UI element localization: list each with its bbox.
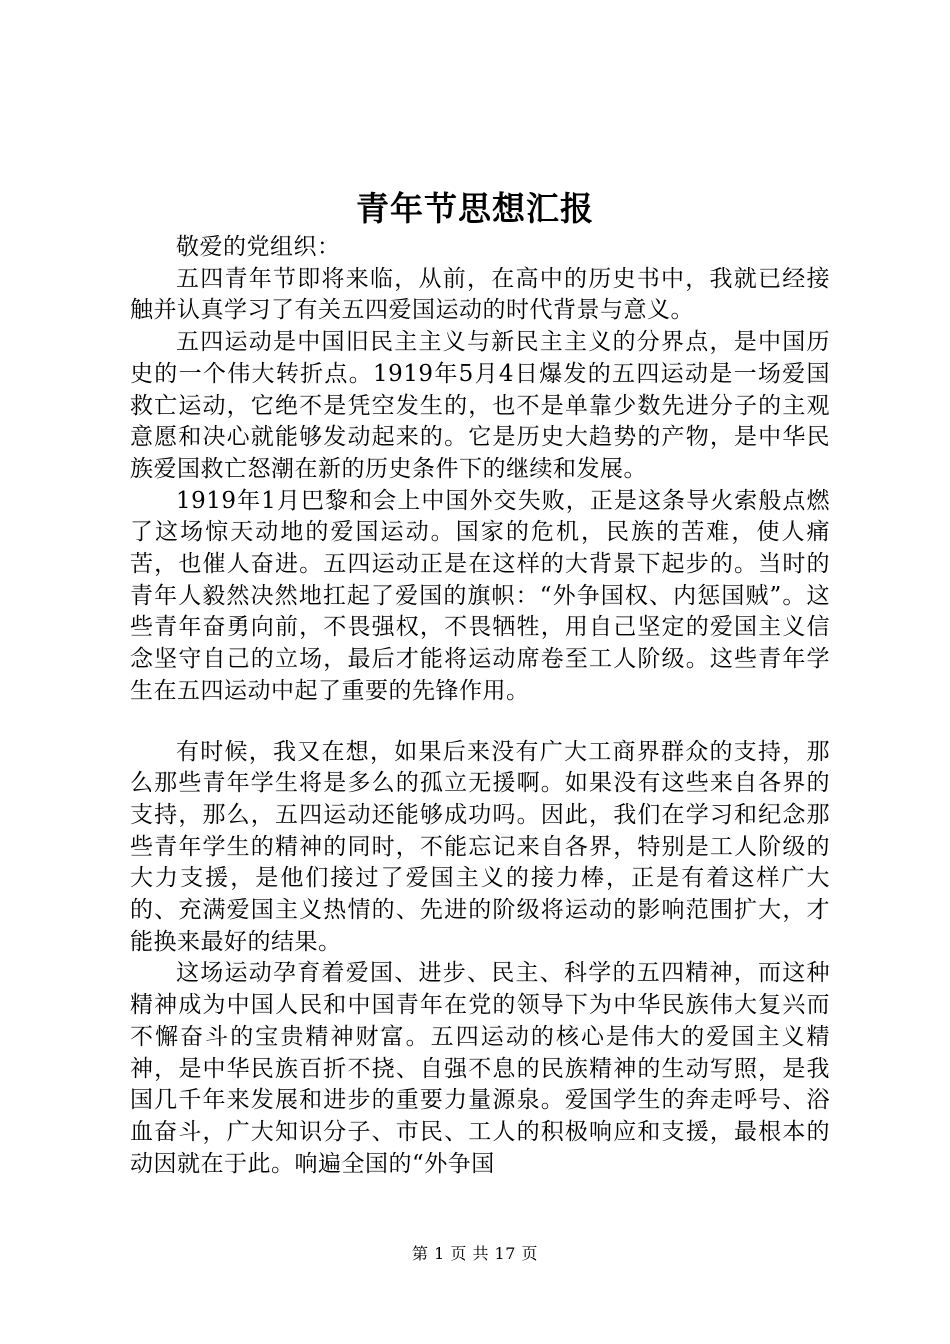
paragraph-1: 五四青年节即将来临，从前，在高中的历史书中，我就已经接触并认真学习了有关五四爱国运动的时代背景与意义。 — [130, 265, 830, 324]
paragraph-3: 1919年1月巴黎和会上中国外交失败，正是这条导火索般点燃了这场惊天动地的爱国运动。国家的危机，民族的苦难，使人痛苦，也催人奋进。五四运动正是在这样的大背景下起步的。当时的青年人毅然决然地扛起了爱国的旗帜：“外争国权、内惩国贼”。这些青年奋勇向前，不畏强权，不畏牺牲，用自己坚定的爱国主义信念坚守自己的立场，最后才能将运动席卷至工人阶级。这些青年学生在五四运动中起了重要的先锋作用。 — [130, 487, 830, 704]
salutation: 敬爱的党组织： — [176, 234, 341, 260]
paragraph-5: 这场运动孕育着爱国、进步、民主、科学的五四精神，而这种精神成为中国人民和中国青年在党的领导下为中华民族伟大复兴而不懈奋斗的宝贵精神财富。五四运动的核心是伟大的爱国主义精神，是中华民族百折不挠、自强不息的民族精神的生动写照，是我国几千年来发展和进步的重要力量源泉。爱国学生的奔走呼号、浴血奋斗，广大知识分子、市民、工人的积极响应和支援，最根本的动因就在于此。响遍全国的“外争国 — [130, 960, 830, 1177]
page-number: 第 1 页 共 17 页 — [412, 1244, 538, 1263]
paragraph-4: 有时候，我又在想，如果后来没有广大工商界群众的支持，那么那些青年学生将是多么的孤立无援啊。如果没有这些来自各界的支持，那么，五四运动还能够成功吗。因此，我们在学习和纪念那些青年学生的精神的同时，不能忘记来自各界，特别是工人阶级的大力支援，是他们接过了爱国主义的接力棒，正是有着这样广大的、充满爱国主义热情的、先进的阶级将运动的影响范围扩大，才能换来最好的结果。 — [130, 738, 830, 955]
document-title: 青年节思想汇报 — [356, 189, 594, 228]
page-footer — [0, 1242, 950, 1266]
paragraph-2: 五四运动是中国旧民主主义与新民主主义的分界点，是中国历史的一个伟大转折点。1919年5月4日爆发的五四运动是一场爱国救亡运动，它绝不是凭空发生的，也不是单靠少数先进分子的主观意愿和决心就能够发动起来的。它是历史大趋势的产物，是中华民族爱国救亡怒潮在新的历史条件下的继续和发展。 — [130, 329, 830, 482]
document-body — [130, 232, 830, 1180]
